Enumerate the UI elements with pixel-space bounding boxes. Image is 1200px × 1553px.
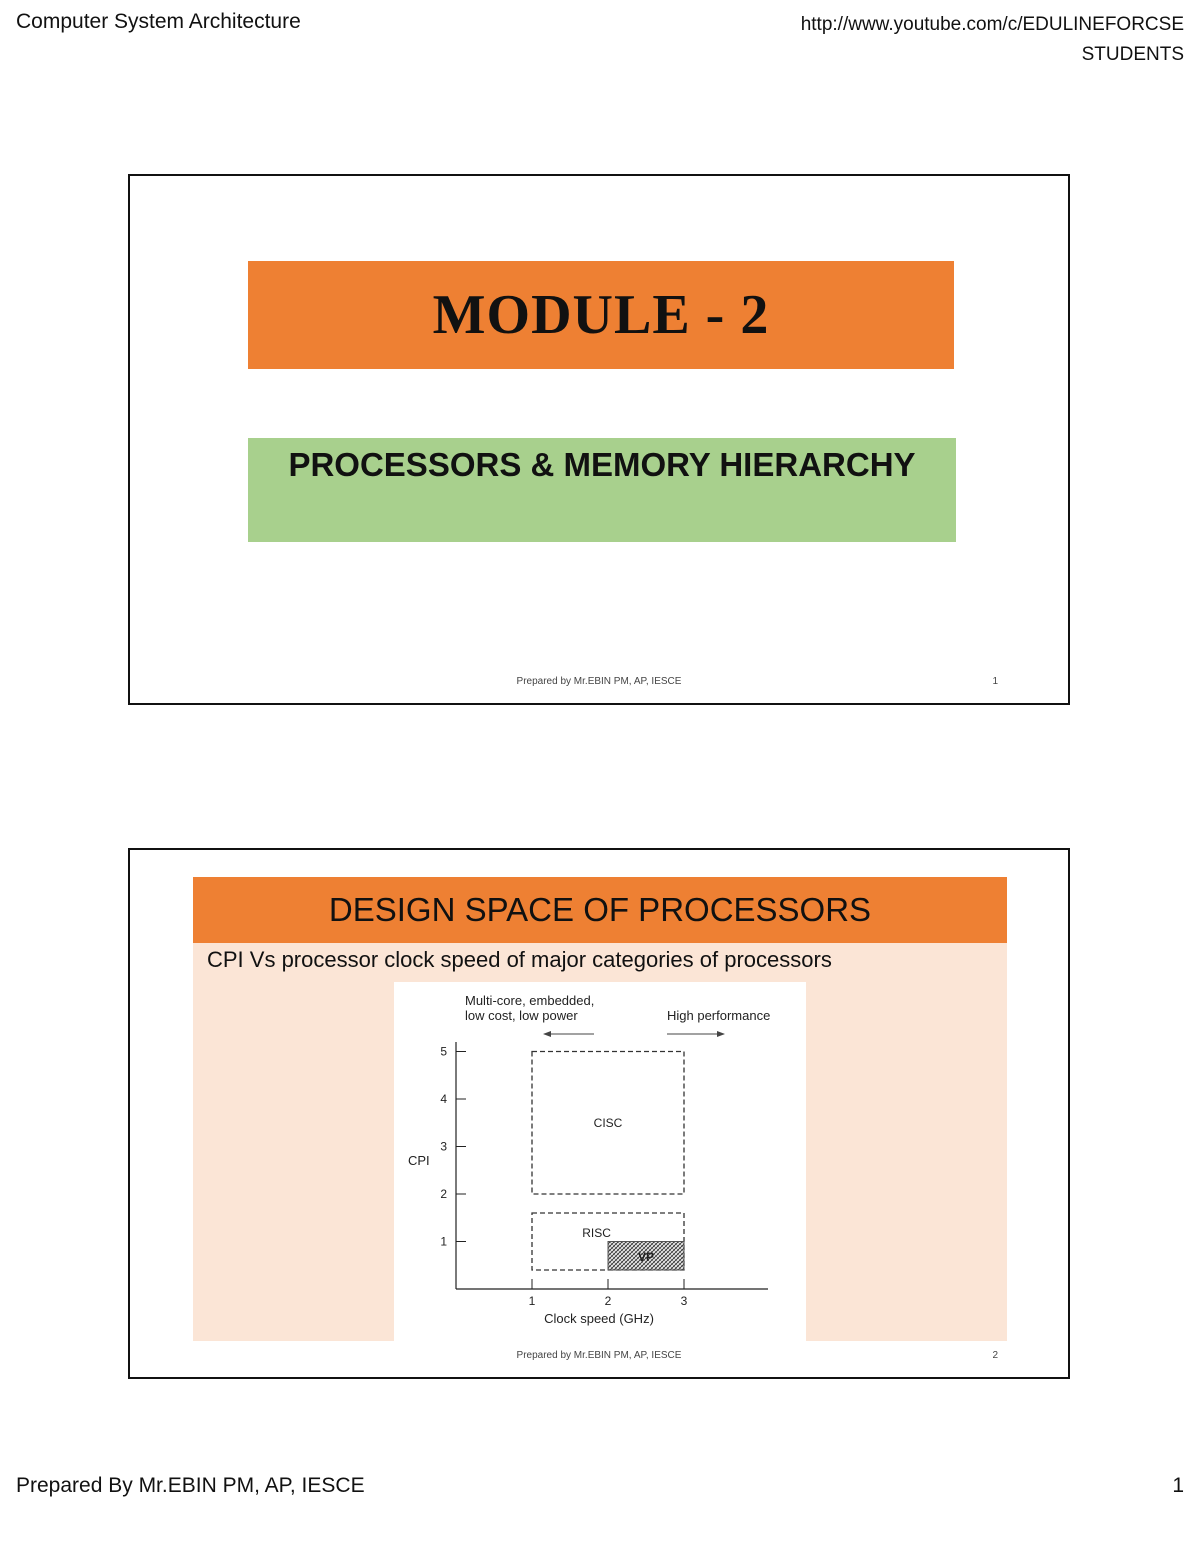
header-url-line2: STUDENTS bbox=[1081, 44, 1184, 65]
x-tick-label: 3 bbox=[680, 1294, 688, 1308]
slide-1-number: 1 bbox=[992, 676, 998, 687]
annotation-left-line2: low cost, low power bbox=[465, 1008, 578, 1023]
slide-2-number: 2 bbox=[992, 1350, 998, 1361]
y-tick-label: 1 bbox=[440, 1234, 447, 1249]
y-tick-label: 4 bbox=[440, 1092, 447, 1106]
y-ticks bbox=[440, 1045, 466, 1249]
chart-regions bbox=[532, 1052, 684, 1271]
x-tick-label: 1 bbox=[528, 1294, 536, 1308]
page-footer-number: 1 bbox=[1172, 1474, 1184, 1497]
region-label-risc: RISC bbox=[582, 1226, 611, 1240]
design-title: DESIGN SPACE OF PROCESSORS bbox=[328, 891, 872, 928]
page-header-url bbox=[801, 10, 1184, 70]
annotation-right: High performance bbox=[667, 1008, 771, 1023]
header-url-line1: http://www.youtube.com/c/EDULINEFORCSE bbox=[800, 14, 1184, 35]
slide-2 bbox=[128, 848, 1070, 1379]
y-tick-label: 2 bbox=[440, 1187, 447, 1201]
y-tick-label: 5 bbox=[440, 1044, 447, 1059]
module-title: MODULE - 2 bbox=[432, 284, 770, 346]
slide-1-footer: Prepared by Mr.EBIN PM, AP, IESCE bbox=[516, 676, 682, 687]
x-ticks bbox=[529, 1279, 688, 1308]
region-label-cisc: CISC bbox=[593, 1115, 623, 1130]
module-subtitle: PROCESSORS & MEMORY HIERARCHY bbox=[288, 446, 916, 483]
cpi-chart-svg bbox=[394, 982, 806, 1341]
x-tick-label: 2 bbox=[604, 1294, 612, 1308]
y-tick-label: 3 bbox=[440, 1139, 447, 1154]
region-label-vp: VP bbox=[637, 1249, 655, 1264]
page-footer-prepared-by: Prepared By Mr.EBIN PM, AP, IESCE bbox=[16, 1474, 365, 1497]
design-title-bar bbox=[193, 877, 1007, 943]
subtitle-bar bbox=[248, 438, 956, 542]
slide-2-footer: Prepared by Mr.EBIN PM, AP, IESCE bbox=[516, 1350, 682, 1361]
design-caption: CPI Vs processor clock speed of major categories of processors bbox=[207, 947, 832, 972]
annotation-left-line1: Multi-core, embedded, bbox=[465, 993, 595, 1008]
module-title-bar bbox=[248, 261, 954, 369]
x-axis-label: Clock speed (GHz) bbox=[544, 1311, 654, 1326]
page-header-title: Computer System Architecture bbox=[16, 10, 301, 33]
design-body bbox=[193, 943, 1007, 1341]
slide-1 bbox=[128, 174, 1070, 705]
cpi-chart bbox=[394, 982, 806, 1341]
y-axis-label: CPI bbox=[408, 1153, 430, 1168]
